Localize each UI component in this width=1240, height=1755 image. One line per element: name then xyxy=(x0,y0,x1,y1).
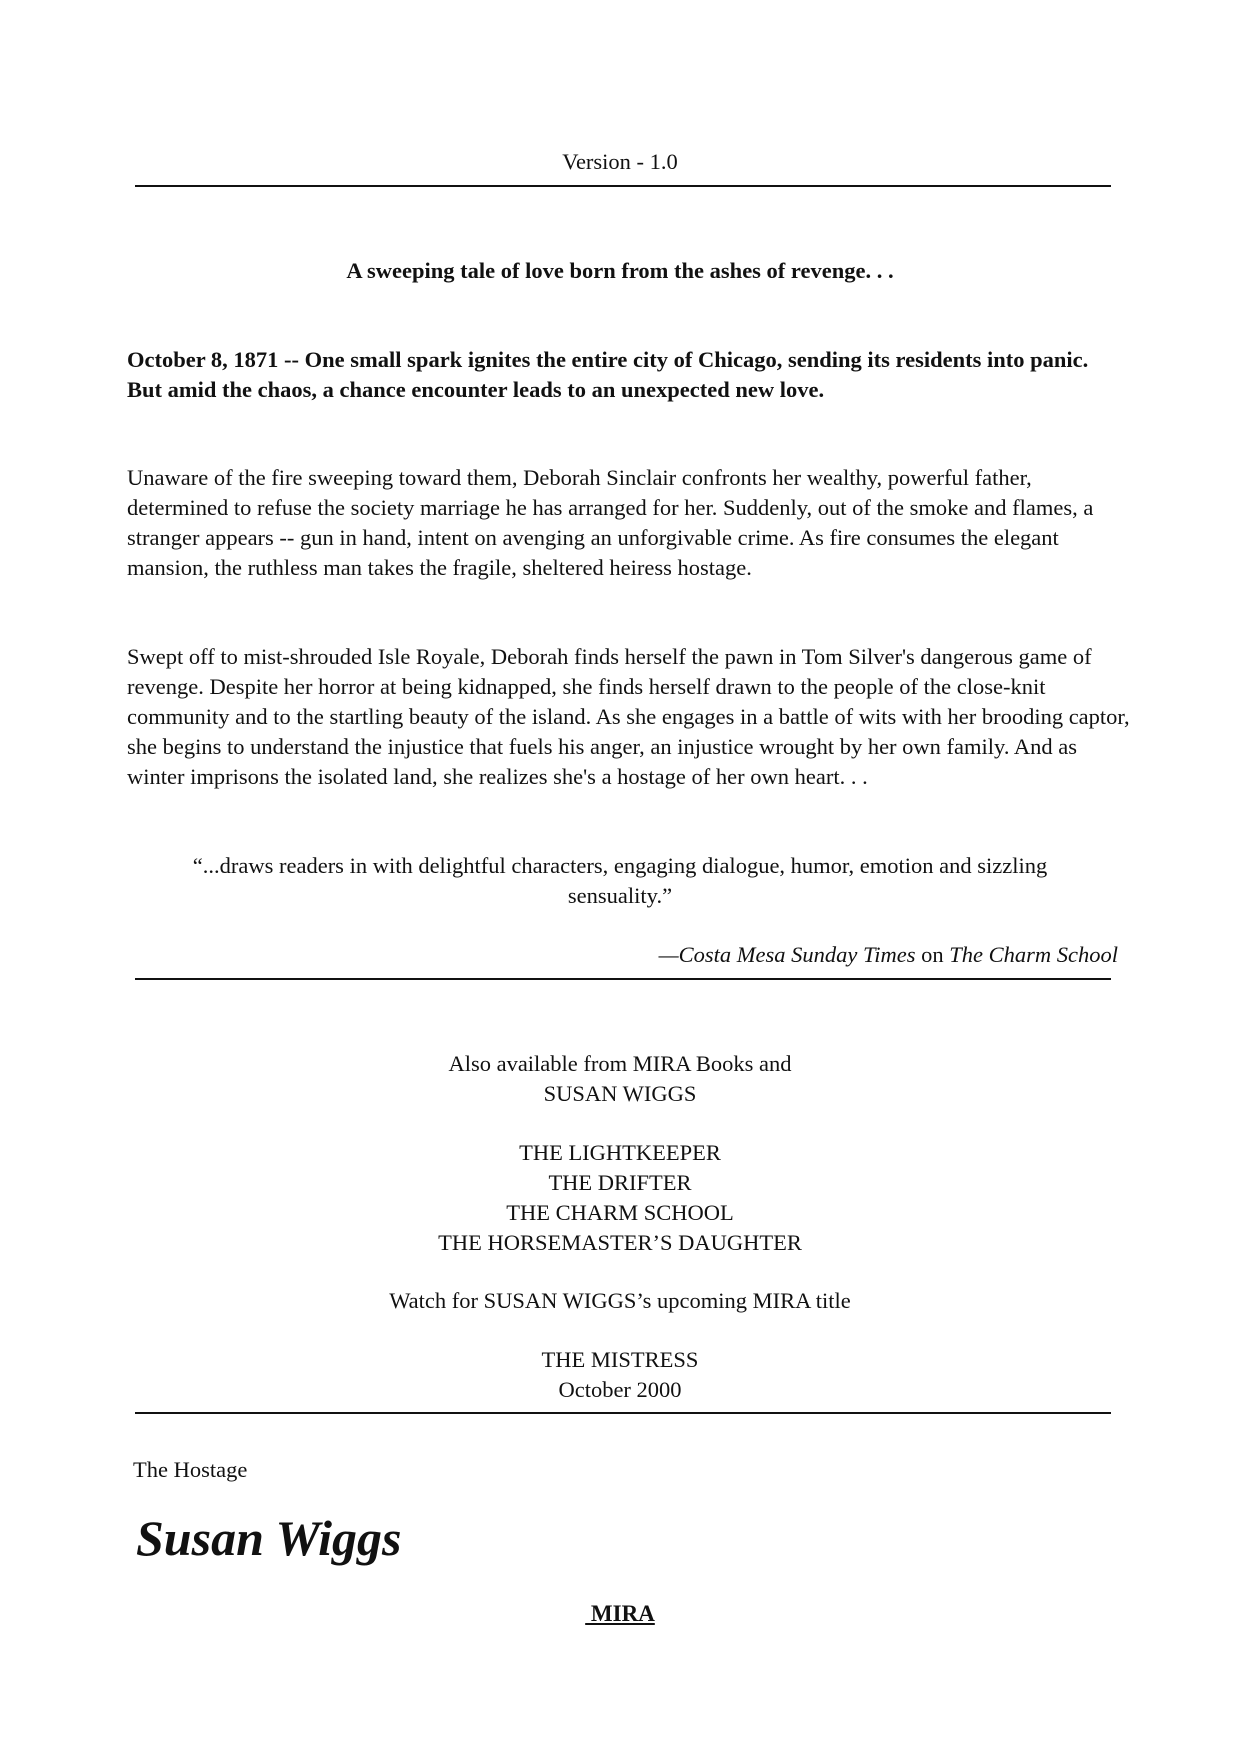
upcoming-date: October 2000 xyxy=(558,1377,682,1402)
author-name: Susan Wiggs xyxy=(136,1510,402,1566)
list-item: THE DRIFTER xyxy=(548,1170,692,1195)
version-label: Version - 1.0 xyxy=(562,149,678,174)
review-source: —Costa Mesa Sunday Times xyxy=(658,942,916,967)
review-attribution xyxy=(659,940,1118,970)
also-available-block xyxy=(0,1049,1240,1109)
book-title: The Hostage xyxy=(133,1457,248,1482)
divider-bottom xyxy=(135,1412,1111,1414)
list-item: THE LIGHTKEEPER xyxy=(519,1140,721,1165)
upcoming-block xyxy=(0,1345,1240,1405)
watch-for-line: Watch for SUSAN WIGGS’s upcoming MIRA title xyxy=(389,1288,851,1313)
review-on-word: on xyxy=(915,942,950,967)
author-name-caps: SUSAN WIGGS xyxy=(543,1081,697,1106)
synopsis-paragraph-1: Unaware of the fire sweeping toward them, Deborah Sinclair confronts her wealthy, powerful father, determined to refuse the society marriage he has arranged for her. Suddenly, out of the smoke and flames, a stranger appears -- gun in hand, intent on avenging an unforgivable crime. As fire consumes the elegant mansion, the ruthless man takes the fragile, sheltered heiress hostage. xyxy=(127,465,1094,580)
also-available-line: Also available from MIRA Books and xyxy=(448,1051,792,1076)
list-item: THE CHARM SCHOOL xyxy=(506,1200,734,1225)
review-book-title: The Charm School xyxy=(949,942,1118,967)
divider-middle xyxy=(135,978,1111,980)
book-list xyxy=(0,1138,1240,1258)
list-item: THE HORSEMASTER’S DAUGHTER xyxy=(438,1230,802,1255)
intro-paragraph: October 8, 1871 -- One small spark ignites the entire city of Chicago, sending its residents into panic. But amid the chaos, a chance encounter leads to an unexpected new love. xyxy=(127,347,1089,402)
review-quote: “...draws readers in with delightful characters, engaging dialogue, humor, emotion and sizzling sensuality.” xyxy=(192,853,1048,908)
divider-top xyxy=(135,185,1111,187)
tagline: A sweeping tale of love born from the ashes of revenge. . . xyxy=(346,258,894,283)
publisher-label: MIRA xyxy=(585,1601,655,1626)
publisher-name xyxy=(0,1599,1240,1629)
synopsis-paragraph-2: Swept off to mist-shrouded Isle Royale, Deborah finds herself the pawn in Tom Silver's dangerous game of revenge. Despite her horror at being kidnapped, she finds herself drawn to the people of the close-knit community and to the startling beauty of the island. As she engages in a battle of wits with her brooding captor, she begins to understand the injustice that fuels his anger, an injustice wrought by her own family. And as winter imprisons the isolated land, she realizes she's a hostage of her own heart. . . xyxy=(127,644,1130,789)
upcoming-title: THE MISTRESS xyxy=(541,1347,699,1372)
